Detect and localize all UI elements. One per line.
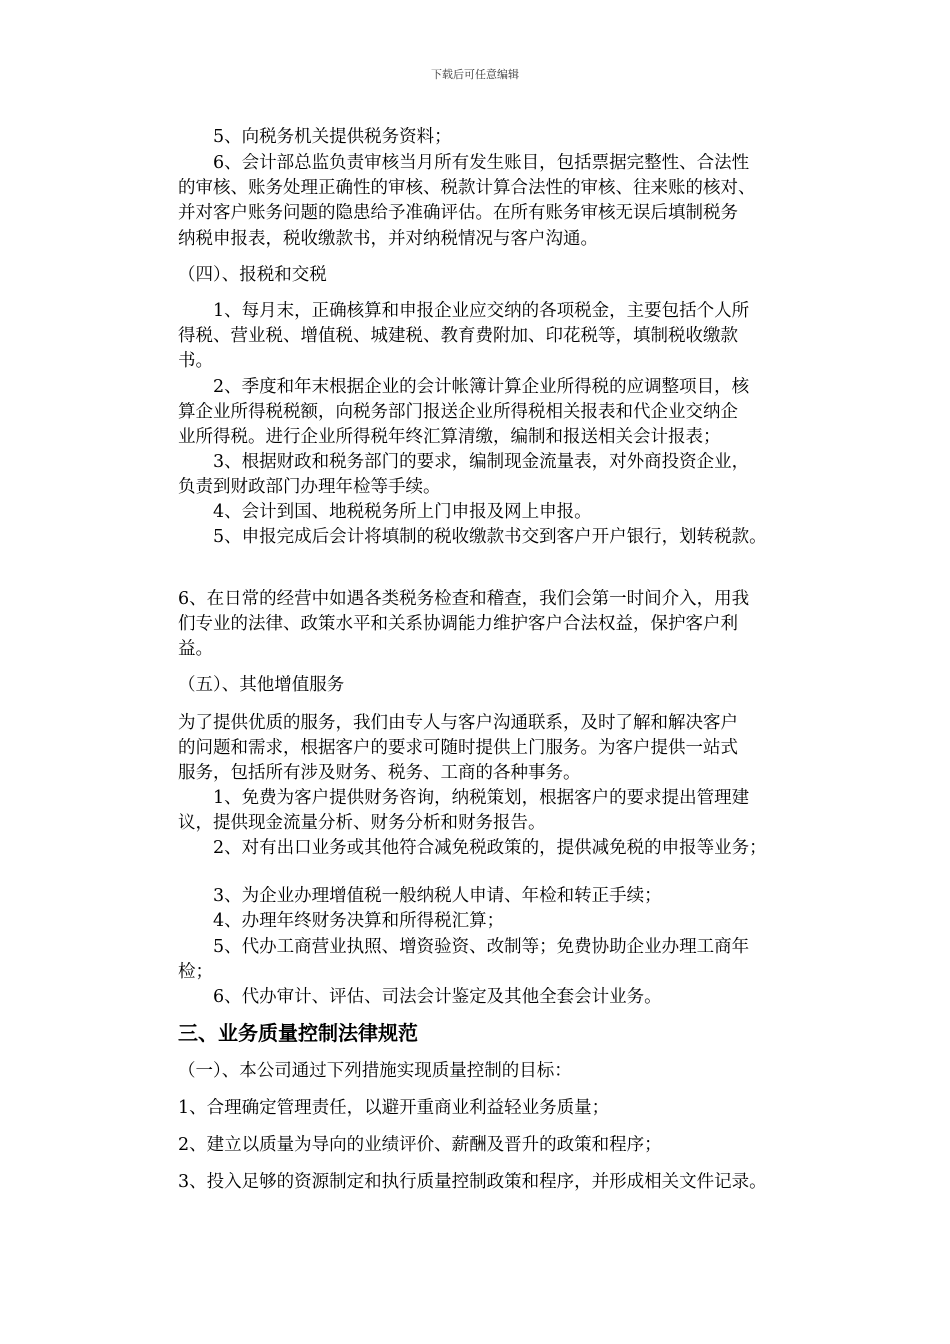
text-line: 4、办理年终财务决算和所得税汇算； (213, 911, 505, 931)
section-heading: （四）、报税和交税 (178, 265, 327, 285)
text-line: 3、为企业办理增值税一般纳税人申请、年检和转正手续； (213, 886, 662, 906)
text-line: 业所得税。进行企业所得税年终汇算清缴，编制和报送相关会计报表； (178, 427, 721, 447)
text-line: 的问题和需求，根据客户的要求可随时提供上门服务。为客户提供一站式 (178, 738, 738, 758)
page-header: 下载后可任意编辑 (431, 68, 519, 81)
section-heading: （一）、本公司通过下列措施实现质量控制的目标： (178, 1061, 572, 1081)
text-line: 5、向税务机关提供税务资料； (213, 127, 452, 147)
text-line: 2、对有出口业务或其他符合减免税政策的，提供减免税的申报等业务； (213, 838, 767, 858)
text-line: 2、建立以质量为导向的业绩评价、薪酬及晋升的政策和程序； (178, 1135, 662, 1155)
text-line: 纳税申报表，税收缴款书，并对纳税情况与客户沟通。 (178, 229, 598, 249)
text-line: 得税、营业税、增值税、城建税、教育费附加、印花税等，填制税收缴款 (178, 326, 738, 346)
text-line: 服务，包括所有涉及财务、税务、工商的各种事务。 (178, 763, 581, 783)
text-line: 检； (178, 962, 213, 982)
section-heading: （五）、其他增值服务 (178, 675, 345, 695)
text-line: 们专业的法律、政策水平和关系协调能力维护客户合法权益，保护客户利 (178, 614, 738, 634)
text-line: 6、会计部总监负责审核当月所有发生账目，包括票据完整性、合法性 (213, 153, 750, 173)
text-line: 6、代办审计、评估、司法会计鉴定及其他全套会计业务。 (213, 987, 662, 1007)
text-line: 5、申报完成后会计将填制的税收缴款书交到客户开户银行，划转税款。 (213, 527, 767, 547)
text-line: 算企业所得税税额，向税务部门报送企业所得税相关报表和代企业交纳企 (178, 402, 738, 422)
chapter-heading: 三、业务质量控制法律规范 (178, 1021, 418, 1045)
text-line: 书。 (178, 351, 213, 371)
text-line: 益。 (178, 639, 213, 659)
text-line: 并对客户账务问题的隐患给予准确评估。在所有账务审核无误后填制税务 (178, 203, 738, 223)
text-line: 3、根据财政和税务部门的要求，编制现金流量表，对外商投资企业， (213, 452, 750, 472)
text-line: 负责到财政部门办理年检等手续。 (178, 477, 441, 497)
text-line: 6、在日常的经营中如遇各类税务检查和稽查，我们会第一时间介入，用我 (178, 589, 750, 609)
text-line: 5、代办工商营业执照、增资验资、改制等；免费协助企业办理工商年 (213, 937, 750, 957)
text-line: 1、合理确定管理责任，以避开重商业利益轻业务质量； (178, 1098, 610, 1118)
text-line: 3、投入足够的资源制定和执行质量控制政策和程序，并形成相关文件记录。 (178, 1172, 767, 1192)
text-line: 为了提供优质的服务，我们由专人与客户沟通联系，及时了解和解决客户 (178, 713, 738, 733)
text-line: 1、每月末，正确核算和申报企业应交纳的各项税金，主要包括个人所 (213, 301, 750, 321)
text-line: 的审核、账务处理正确性的审核、税款计算合法性的审核、往来账的核对、 (178, 178, 756, 198)
text-line: 2、季度和年末根据企业的会计帐簿计算企业所得税的应调整项目，核 (213, 377, 750, 397)
text-line: 议，提供现金流量分析、财务分析和财务报告。 (178, 813, 546, 833)
text-line: 4、会计到国、地税税务所上门申报及网上申报。 (213, 502, 592, 522)
text-line: 1、免费为客户提供财务咨询，纳税策划，根据客户的要求提出管理建 (213, 788, 750, 808)
